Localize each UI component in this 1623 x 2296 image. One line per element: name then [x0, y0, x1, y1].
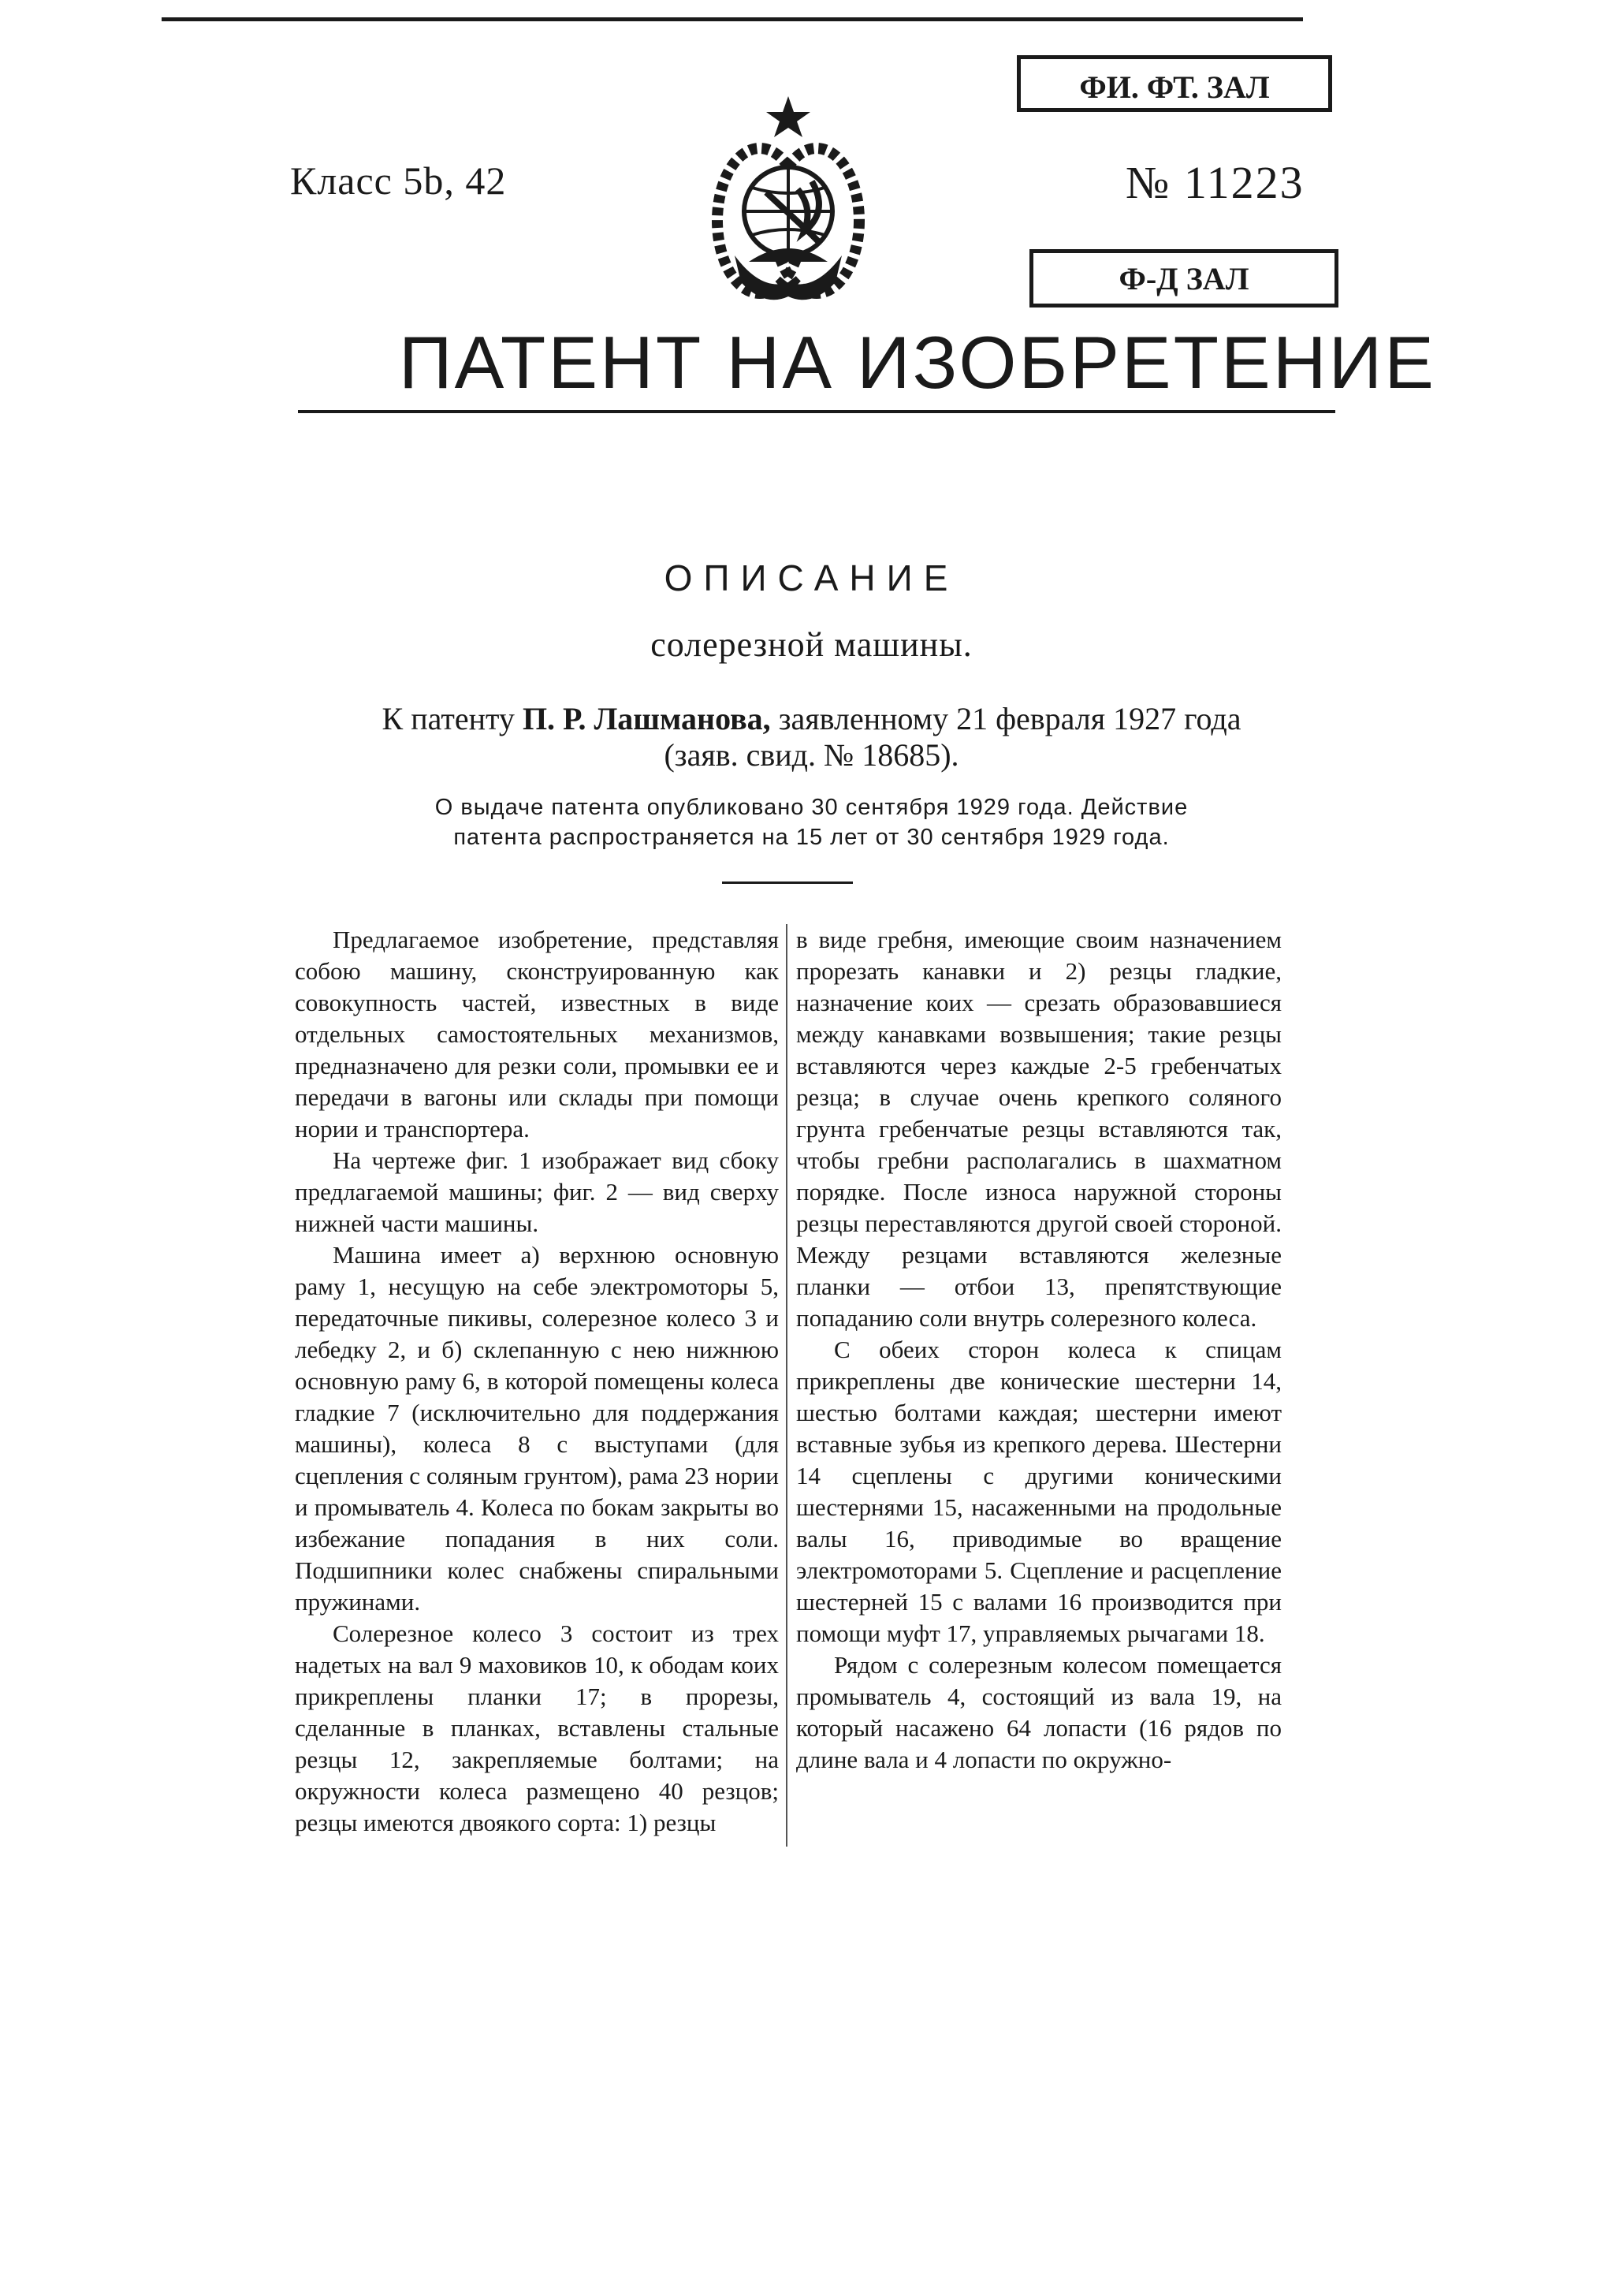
patent-filing-date: заявленному 21 февраля 1927 года — [778, 701, 1241, 736]
body-column-left — [295, 924, 779, 1839]
emblem-star — [766, 96, 810, 137]
description-heading: ОПИСАНИЕ — [664, 557, 959, 598]
paragraph: Машина имеет а) верхнюю основную раму 1, несущую на себе электромоторы 5, передаточные пикивы, солерезное колесо 3 и лебедку 2, и б) склепанную с нею нижнюю основную раму 6, в которой помещены колеса гладкие 7 (исключительно для поддержания машины), колеса 8 с выступами (для сцепления с соляным грунтом), рама 23 нории и промыватель 4. Колеса по бокам закрыты во избежание попадания в них соли. Подшипники колес снабжены спиральными пружинами. — [295, 1241, 779, 1616]
body-column-right — [796, 924, 1282, 1776]
document-title: ПАТЕНТ НА ИЗОБРЕТЕНИЕ — [399, 321, 1436, 404]
invention-subject: солерезной машины. — [650, 625, 973, 664]
publication-note-line1: О выдаче патента опубликовано 30 сентября 1929 года. Действие — [434, 795, 1189, 820]
top-rule — [162, 17, 1303, 21]
patent-class: Класс 5b, 42 — [290, 158, 507, 203]
paragraph: На чертеже фиг. 1 изображает вид сбоку предлагаемой машины; фиг. 2 — вид сверху нижней части машины. — [295, 1146, 779, 1237]
patent-prefix: К патенту — [382, 701, 515, 736]
column-divider — [786, 924, 787, 1847]
library-stamp-bottom: Ф-Д ЗАЛ — [1029, 249, 1338, 308]
patent-author: П. Р. Лашманова, — [522, 701, 771, 736]
state-emblem — [694, 93, 883, 314]
emblem-sunrise — [749, 248, 828, 262]
application-number: (заяв. свид. № 18685). — [664, 737, 959, 773]
paragraph: Солерезное колесо 3 состоит из трех надетых на вал 9 маховиков 10, к ободам коих прикреплены планки 17; в прорезы, сделанные в планках, вставлены стальные резцы 12, закрепляемые болтами; на окружности колеса размещено 40 резцов; резцы имеются двоякого сорта: 1) резцы — [295, 1620, 779, 1836]
section-rule — [722, 882, 853, 884]
paragraph-continued: в виде гребня, имеющие своим назначением прорезать канавки и 2) резцы гладкие, назначение коих — срезать образовавшиеся между канавками возвышения; такие резцы вставляются через каждые 2-5 гребенчатых резца; в случае очень крепкого соляного грунта гребенчатые резцы вставляются так, чтобы гребни располагались в шахматном порядке. После износа наружной стороны резцы переставляются другой своей стороной. Между резцами вставляются железные планки — отбои 13, препятствующие попаданию соли внутрь солерезного колеса. — [796, 926, 1282, 1332]
patent-holder-line — [0, 700, 1623, 737]
title-rule — [298, 410, 1335, 413]
patent-number: № 11223 — [1126, 157, 1305, 208]
library-stamp-top: ФИ. ФТ. ЗАЛ — [1017, 55, 1332, 112]
paragraph: С обеих сторон колеса к спицам прикреплены две конические шестерни 14, шестью болтами каждая; шестерни имеют вставные зубья из крепкого дерева. Шестерни 14 сцеплены с другими коническими шестернями 15, насаженными на продольные валы 16, приводимые во вращение электромоторами 5. Сцепление и расцепление шестерней 15 с валами 16 производится при помощи муфт 17, управляемых рычагами 18. — [796, 1336, 1282, 1647]
paragraph: Рядом с солерезным колесом помещается промыватель 4, состоящий из вала 19, на который насажено 64 лопасти (16 рядов по длине вала и 4 лопасти по окружно- — [796, 1651, 1282, 1773]
paragraph: Предлагаемое изобретение, представляя собою машину, сконструированную как совокупность частей, известных в виде отдельных самостоятельных механизмов, предназначено для резки соли, промывки ее и передачи в вагоны или склады при помощи нории и транспортера. — [295, 926, 779, 1142]
publication-note-line2: патента распространяется на 15 лет от 30 сентября 1929 года. — [453, 825, 1170, 850]
